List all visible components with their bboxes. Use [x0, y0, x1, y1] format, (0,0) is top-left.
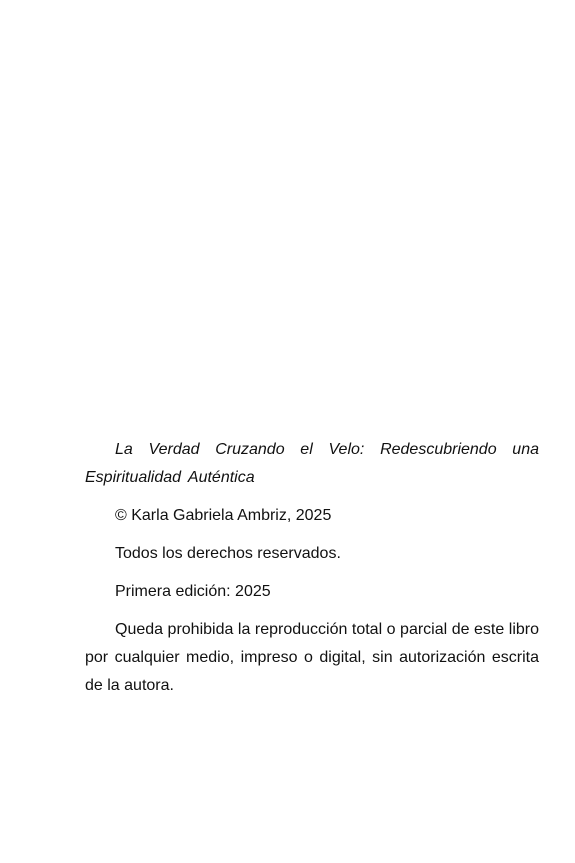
- reproduction-notice: Queda prohibida la reproducción total o parcial de este libro por cualquier medio, impreso o digital, sin autorización escrita de la autora.: [85, 621, 539, 694]
- book-title-line-2: Espiritualidad Auténtica: [85, 469, 255, 486]
- copyright-text-block: [85, 436, 539, 710]
- edition-info: Primera edición: 2025: [115, 583, 271, 600]
- book-title: [85, 436, 539, 492]
- copyright-notice: © Karla Gabriela Ambriz, 2025: [115, 507, 332, 524]
- book-title-line-1: La Verdad Cruzando el Velo: Redescubriendo una: [115, 441, 539, 458]
- rights-reserved: Todos los derechos reservados.: [115, 545, 341, 562]
